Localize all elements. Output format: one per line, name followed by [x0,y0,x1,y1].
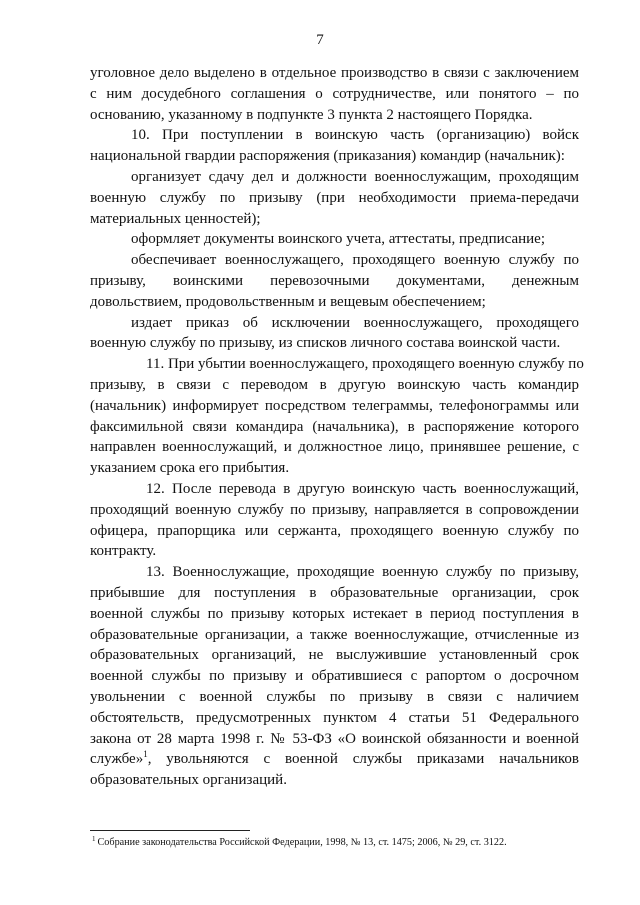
footnote-reference[interactable]: 1 [143,749,148,760]
footnote-marker: 1 [92,835,96,843]
text-line: национальной гвардии распоряжения (приказания) командир (начальник): [90,148,565,165]
footnote-text: Собрание законодательства Российской Федерации, 1998, № 13, ст. 1475; 2006, № 29, ст. 3122. [97,837,507,848]
text-line: военную службу по призыву (при необходимости приема-передачи [90,189,579,206]
paragraph-10-item-provision [90,250,579,312]
text-line: образовательные организации, а также военнослужащие, отчисленные из [90,626,579,643]
footnote-separator [90,830,250,831]
text-line: военной службы по призыву которых истекает в период поступления в [90,605,579,622]
text-line: с ним досудебного соглашения о сотрудничестве, или понятого – по [90,85,579,102]
text-line: основанию, указанному в подпункте 3 пункта 2 настоящего Порядка. [90,106,533,123]
paragraph-10 [90,125,579,167]
text-line: образовательных организаций, не выслужившие установленный срок [90,647,579,664]
text-line: призыву, воинскими перевозочными документами, денежным [90,272,579,289]
text-line: образовательных организаций. [90,772,287,789]
text-line: указанием срока его прибытия. [90,460,290,477]
text-line: увольнении с военной службы по призыву в связи с наличием [90,688,579,705]
paragraph-10-item-order [90,313,579,355]
text-line: направлен военнослужащий, и должностное лицо, принявшее решение, с [90,439,579,456]
paragraph-11 [90,354,584,479]
text-line: 11. При убытии военнослужащего, проходящего военную службу по [146,356,584,373]
text-line: обеспечивает военнослужащего, проходящего военную службу по [131,252,579,269]
text-line: оформляет документы воинского учета, аттестаты, предписание; [131,231,546,248]
text-fragment: службе» [90,751,144,768]
text-line: прибывшие для поступления в образовательные организации, срок [90,584,579,601]
text-line: военной службы по призыву и обратившиеся с рапортом о досрочном [90,668,579,685]
text-line: 10. При поступлении в воинскую часть (организацию) войск [131,127,579,144]
text-line: довольствием, продовольственным и вещевым обеспечением; [90,293,486,310]
page-number: 7 [316,32,324,48]
footnote [92,836,592,850]
paragraph-13 [90,562,579,791]
text-line: факсимильной связи командира (начальника), в распоряжение которого [90,418,579,435]
text-line: 12. После перевода в другую воинскую часть военнослужащий, [146,480,579,497]
text-line: проходящий военную службу по призыву, направляется в сопровождении [90,501,579,518]
text-line: 13. Военнослужащие, проходящие военную службу по призыву, [146,564,579,581]
text-line [90,749,579,770]
paragraph-12 [90,479,579,562]
text-line: материальных ценностей); [90,210,261,227]
paragraph-10-item-documents [90,229,579,250]
text-line: уголовное дело выделено в отдельное производство в связи с заключением [90,65,579,81]
text-line: контракту. [90,543,157,560]
text-line: издает приказ об исключении военнослужащего, проходящего [131,314,579,331]
text-line: организует сдачу дел и должности военнослужащим, проходящим [131,168,579,185]
text-fragment: , увольняются с военной службы приказами начальников [147,751,579,768]
text-line: (начальник) информирует посредством телеграммы, телефонограммы или [90,397,579,414]
document-body [90,63,584,791]
text-line: обстоятельств, предусмотренных пунктом 4 статьи 51 Федерального [90,709,579,726]
paragraph-10-item-handover [90,167,579,229]
text-line: призыву, в связи с переводом в другую воинскую часть командир [90,376,579,393]
paragraph-continuation [90,63,579,125]
text-line: закона от 28 марта 1998 г. № 53-ФЗ «О воинской обязанности и военной [90,730,579,747]
text-line: офицера, прапорщика или сержанта, проходящего военную службу по [90,522,579,539]
text-line: военную службу по призыву, из списков личного состава воинской части. [90,335,561,352]
